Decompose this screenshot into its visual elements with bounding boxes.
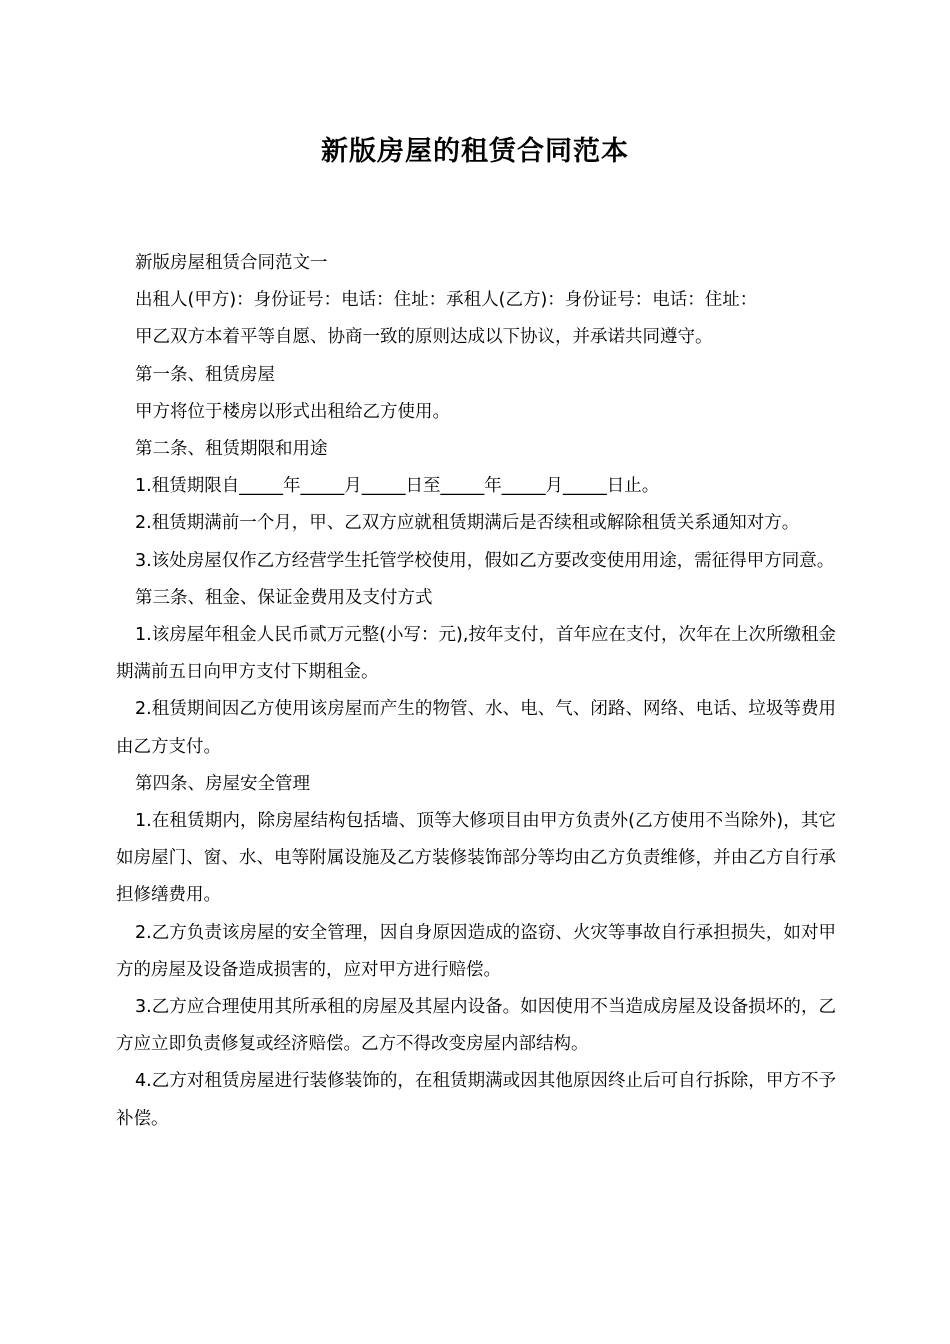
- article-4-heading: 第四条、房屋安全管理: [135, 773, 310, 794]
- article-3-item-2: 2.租赁期间因乙方使用该房屋而产生的物管、水、电、气、闭路、网络、电话、垃圾等费用由乙方支付。: [116, 699, 836, 757]
- document-body: [116, 245, 836, 1138]
- article-3-heading: 第三条、租金、保证金费用及支付方式: [135, 587, 433, 608]
- article-1-heading: 第一条、租赁房屋: [135, 364, 275, 385]
- article-3-item-1: 1.该房屋年租金人民币贰万元整(小写：元),按年支付，首年应在支付，次年在上次所缴租金期满前五日向甲方支付下期租金。: [116, 625, 836, 683]
- article-4-item-1: 1.在租赁期内，除房屋结构包括墙、顶等大修项目由甲方负责外(乙方使用不当除外)，其它如房屋门、窗、水、电等附属设施及乙方装修装饰部分等均由乙方负责维修，并由乙方自行承担修缮费用。: [116, 811, 836, 906]
- article-4-item-2: 2.乙方负责该房屋的安全管理，因自身原因造成的盗窃、火灾等事故自行承担损失，如对甲方的房屋及设备造成损害的，应对甲方进行赔偿。: [116, 922, 836, 980]
- article-2-item-2: 2.租赁期满前一个月，甲、乙双方应就租赁期满后是否续租或解除租赁关系通知对方。: [135, 513, 800, 534]
- document-title: 新版房屋的租赁合同范本: [321, 136, 629, 167]
- article-2-item-3: 3.该处房屋仅作乙方经营学生托管学校使用，假如乙方要改变使用用途，需征得甲方同意。: [135, 550, 835, 571]
- article-2-heading: 第二条、租赁期限和用途: [135, 439, 328, 460]
- article-4-item-4: 4.乙方对租赁房屋进行装修装饰的，在租赁期满或因其他原因终止后可自行拆除，甲方不予补偿。: [116, 1071, 836, 1129]
- paragraph-parties: 出租人(甲方)：身份证号：电话：住址：承租人(乙方)：身份证号：电话：住址：: [135, 290, 758, 311]
- article-2-item-1: 1.租赁期限自_____年_____月_____日至_____年_____月_____日止。: [135, 476, 660, 497]
- article-1-text: 甲方将位于楼房以形式出租给乙方使用。: [135, 401, 450, 422]
- article-4-item-3: 3.乙方应合理使用其所承租的房屋及其屋内设备。如因使用不当造成房屋及设备损坏的，乙方应立即负责修复或经济赔偿。乙方不得改变房屋内部结构。: [116, 997, 836, 1055]
- paragraph-agreement: 甲乙双方本着平等自愿、协商一致的原则达成以下协议，并承诺共同遵守。: [135, 327, 713, 348]
- paragraph-heading-sample: 新版房屋租赁合同范文一: [135, 253, 328, 273]
